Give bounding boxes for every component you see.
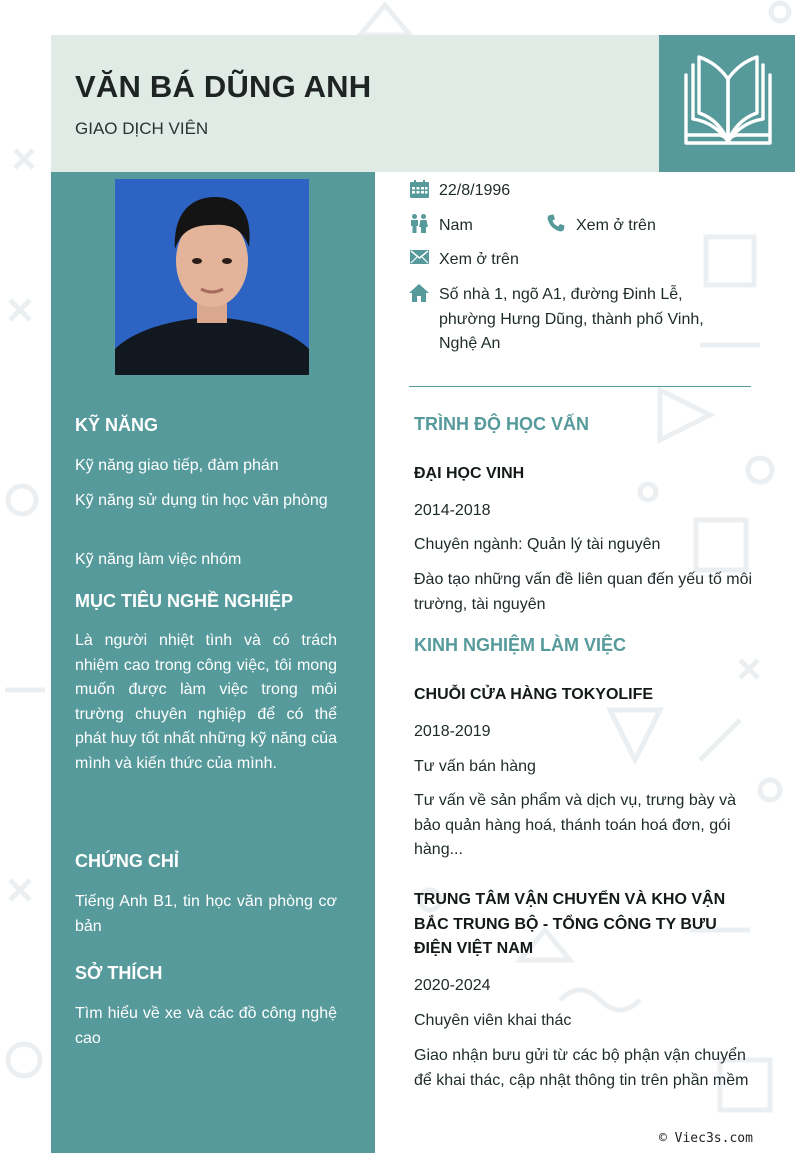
header-banner <box>51 35 659 172</box>
job-description: Tư vấn về sản phẩm và dịch vụ, trưng bày và bảo quản hàng hoá, thánh toán hoá đơn, gói hàng... <box>414 792 737 858</box>
company-name: CHUỖI CỬA HÀNG TOKYOLIFE <box>414 686 654 703</box>
email: Xem ở trên <box>439 251 519 268</box>
birthday: 22/8/1996 <box>439 182 511 199</box>
open-book-icon <box>681 55 775 149</box>
education-period: 2014-2018 <box>414 502 491 519</box>
calendar-icon <box>410 180 429 198</box>
job-title: GIAO DỊCH VIÊN <box>75 119 209 138</box>
company-name: TRUNG TÂM VẬN CHUYỂN VÀ KHO VẬN BẮC TRUNG BỘ - TỔNG CÔNG TY BƯU ĐIỆN VIỆT NAM <box>414 891 726 957</box>
hobbies-text: Tìm hiểu về xe và các đồ công nghệ cao <box>75 1005 337 1047</box>
email-icon <box>410 250 429 264</box>
skill-item: Kỹ năng giao tiếp, đàm phán <box>75 457 279 474</box>
candidate-name: VĂN BÁ DŨNG ANH <box>75 69 372 104</box>
job-role: Chuyên viên khai thác <box>414 1012 572 1029</box>
gender-icon <box>410 214 428 233</box>
experience-heading: KINH NGHIỆM LÀM VIỆC <box>414 635 627 655</box>
education-heading: TRÌNH ĐỘ HỌC VẤN <box>414 414 589 434</box>
objective-heading: MỤC TIÊU NGHỀ NGHIỆP <box>75 591 294 611</box>
watermark: © Viec3s.com <box>659 1131 753 1146</box>
gender: Nam <box>439 217 473 234</box>
job-period: 2020-2024 <box>414 977 491 994</box>
skill-item: Kỹ năng làm việc nhóm <box>75 551 242 568</box>
phone: Xem ở trên <box>576 217 656 234</box>
skill-item: Kỹ năng sử dụng tin học văn phòng <box>75 492 328 509</box>
sidebar <box>51 172 375 1153</box>
address: Số nhà 1, ngõ A1, đường Đinh Lễ, phường Hưng Dũng, thành phố Vinh, Nghệ An <box>439 286 704 352</box>
objective-text: Là người nhiệt tình và có trách nhiệm cao trong công việc, tôi mong muốn được làm việc trong môi trường chuyên nghiệp để có thể phát huy tốt nhất những kỹ năng của mình và kiến thức của mình. <box>75 632 337 772</box>
education-major: Chuyên ngành: Quản lý tài nguyên <box>414 536 661 553</box>
phone-icon <box>547 214 565 232</box>
education-description: Đào tạo những vấn đề liên quan đến yếu tố môi trường, tài nguyên <box>414 571 753 613</box>
certificates-text: Tiếng Anh B1, tin học văn phòng cơ bản <box>75 893 337 935</box>
skills-heading: KỸ NĂNG <box>75 415 159 435</box>
profile-photo <box>115 179 309 375</box>
job-role: Tư vấn bán hàng <box>414 758 536 775</box>
hobbies-heading: SỞ THÍCH <box>75 963 163 983</box>
school-name: ĐẠI HỌC VINH <box>414 465 525 482</box>
certificates-heading: CHỨNG CHỈ <box>75 851 179 871</box>
job-period: 2018-2019 <box>414 723 491 740</box>
section-divider <box>409 386 751 387</box>
job-description: Giao nhận bưu gửi từ các bộ phận vận chuyển để khai thác, cập nhật thông tin trên phần mềm <box>414 1047 749 1089</box>
home-icon <box>409 284 429 302</box>
book-logo-box <box>659 35 795 172</box>
